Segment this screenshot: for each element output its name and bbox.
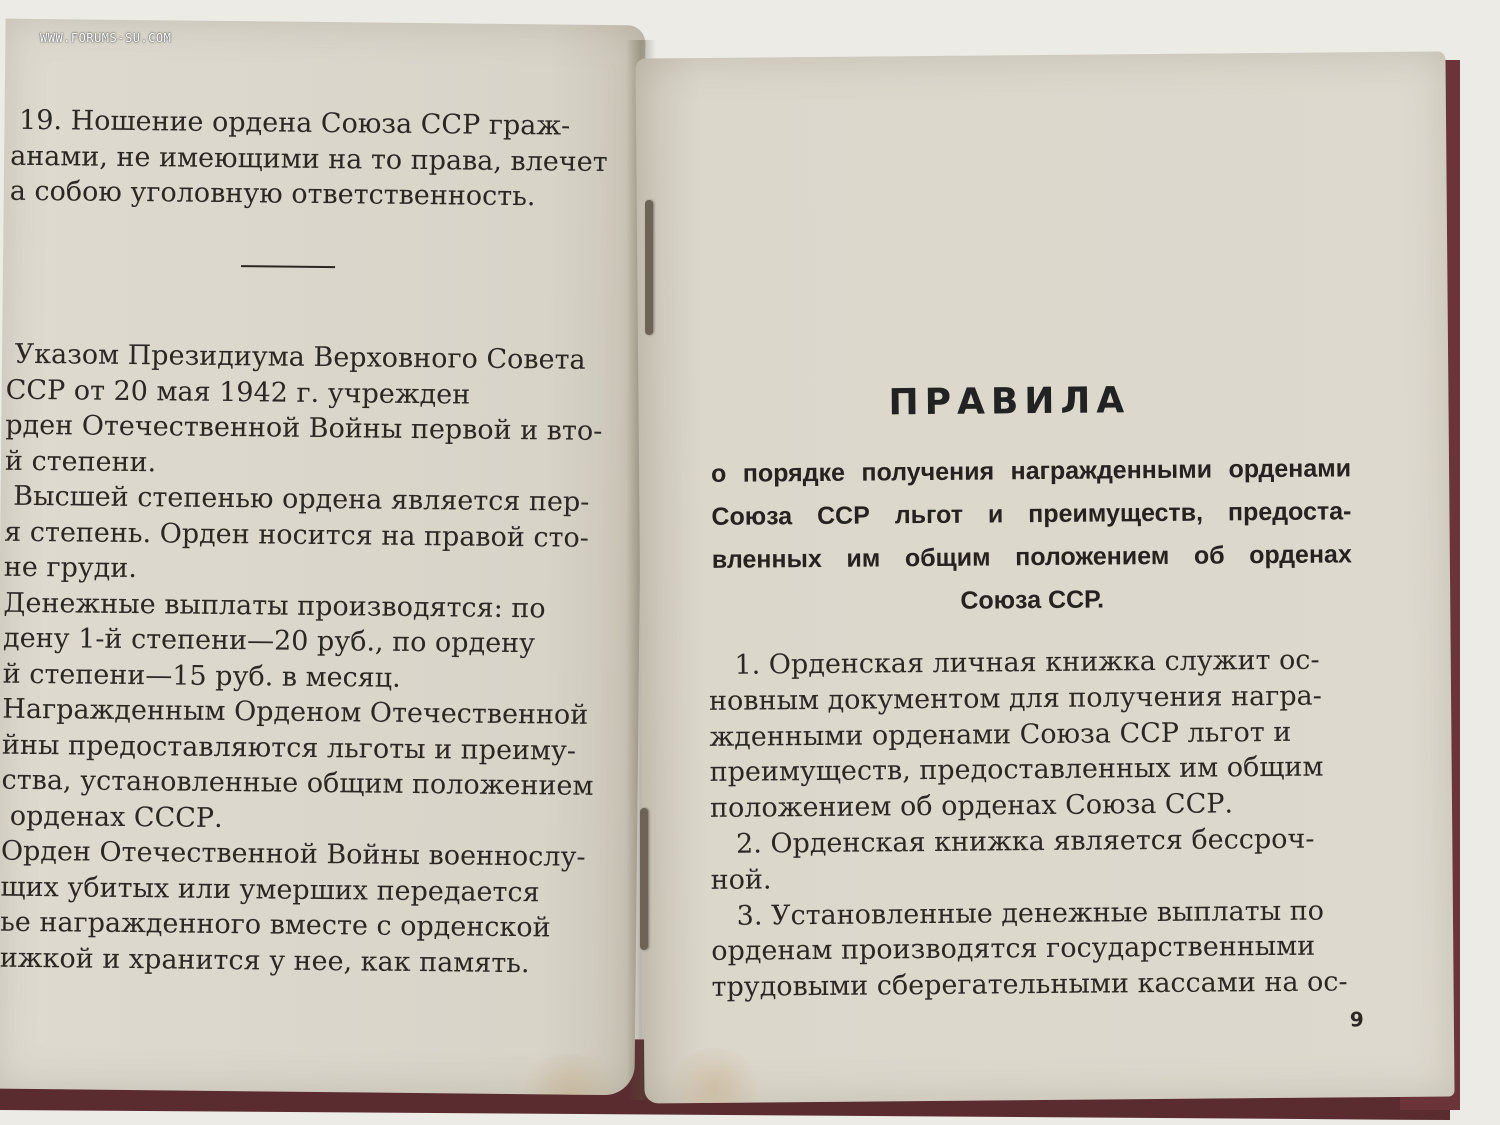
right-page-body: 1. Орденская личная книжка служит ос- новным документом для получения награ- жденными орденами Союза ССР льгот и преимуществ, предоставленных им общим положением об орденах Союза ССР. 2. Орденская книжка является бессроч- ной. 3. Установленные денежные выплаты по орденам производятся государственными трудовыми сберегательными кассами на ос- [708, 644, 1348, 1004]
page-stain [514, 1054, 625, 1095]
left-page-body: Указом Президиума Верховного Совета ССР от 20 мая 1942 г. учрежден рден Отечественной Войны первой и вто- й степени. Высшей степенью ордена является пер- я степень. Орден носится на правой сто- не груди. Денежные выплаты производятся: по дену 1-й степени—20 руб., по ордену й степени—15 руб. в месяц. Награжденным Орденом Отечественной йны предоставляются льготы и преиму- ства, установленные общим положением орденах СССР. Орден Отечественной Войны военнослу- щих убитых или умерших передается ье награжденного вместе с орденской ижкой и хранится у нее, как память. [0, 338, 603, 979]
left-page [0, 19, 646, 1096]
left-paragraph-19: 19. Ношение ордена Союза ССР граж- анами, не имеющими на то права, влечет а собою уголовную ответственность. [9, 104, 608, 213]
rules-title: ПРАВИЛА [888, 380, 1131, 424]
subtitle-line: вленных им общим положением об орденах [711, 540, 1352, 574]
page-number: 9 [1349, 1007, 1364, 1032]
subtitle-line: Союза ССР льгот и преимуществ, предоста- [711, 497, 1352, 531]
subtitle-last-line: Союза ССР. [960, 585, 1105, 615]
rules-subtitle [711, 447, 1352, 625]
binding-staple-top [645, 200, 653, 335]
right-page [635, 51, 1454, 1103]
subtitle-line: о порядке получения награжденными орденами [710, 454, 1352, 488]
section-divider [241, 265, 335, 268]
page-stain [664, 1047, 765, 1103]
watermark-text: WWW.FORUMS-SU.COM [40, 31, 172, 45]
binding-staple-bottom [640, 808, 648, 950]
